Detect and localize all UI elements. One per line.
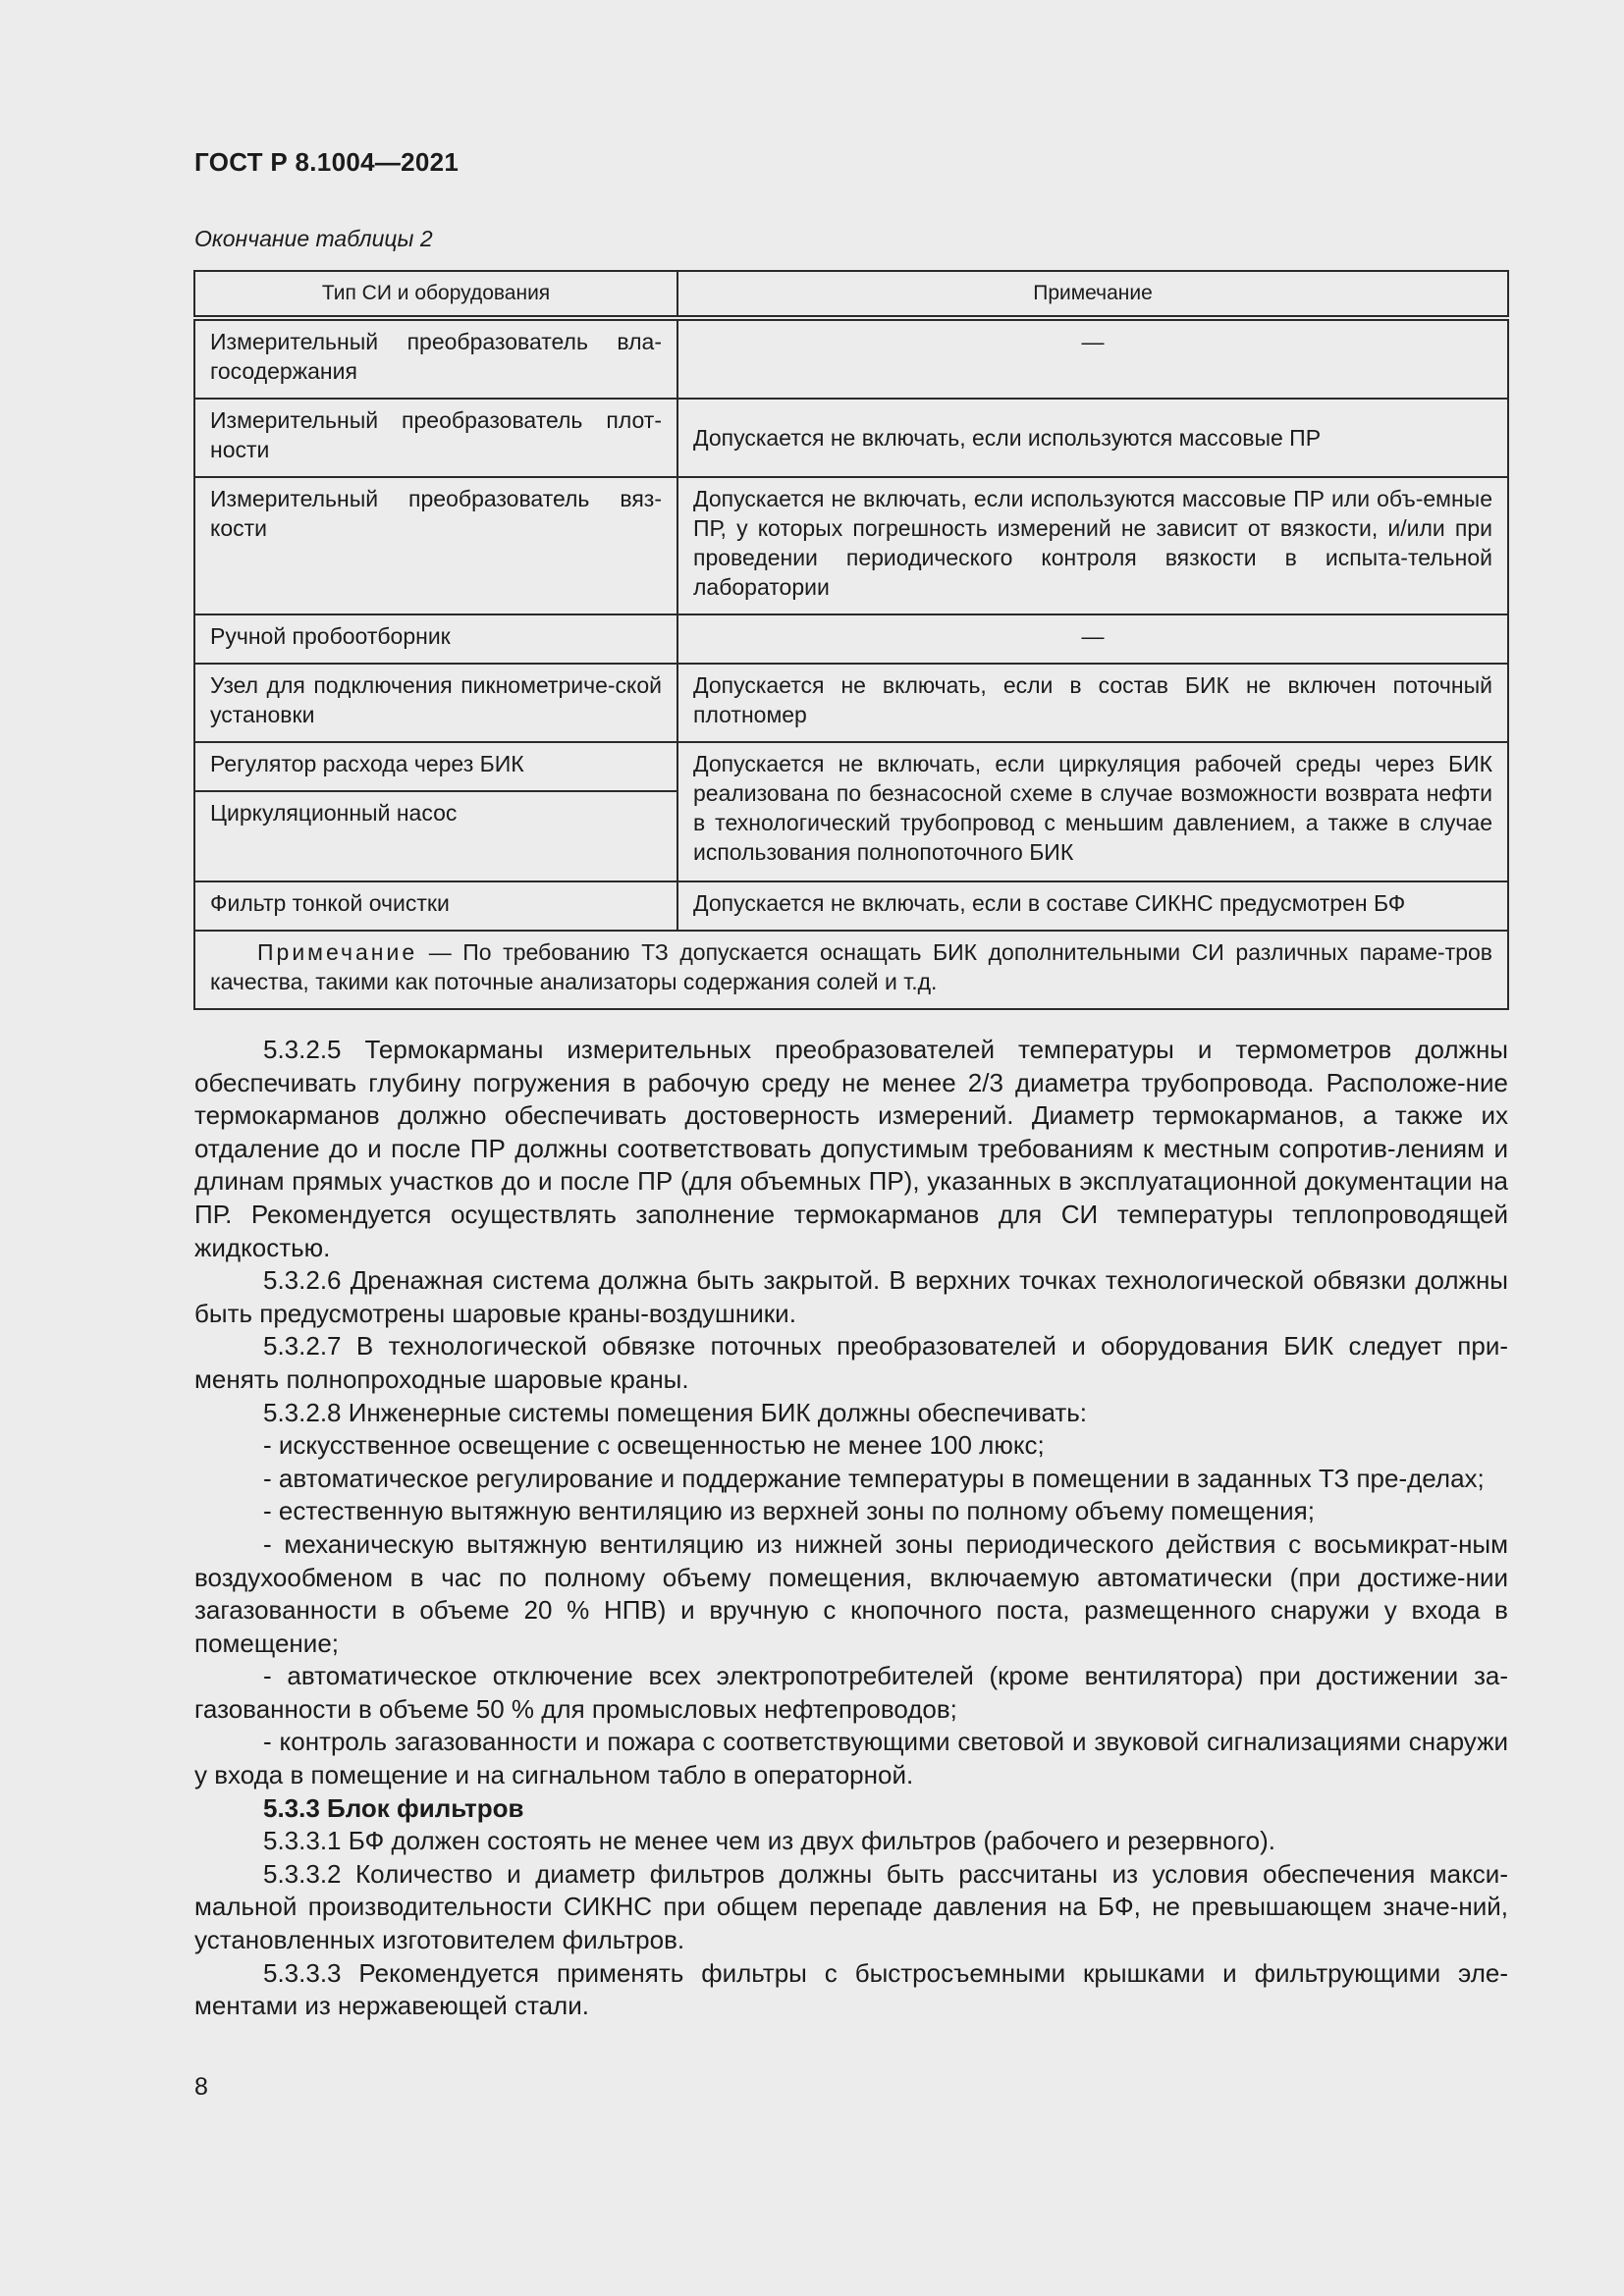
paragraph-5-3-2-6: 5.3.2.6 Дренажная система должна быть закрытой. В верхних точках технологической обвязки должны быть предусмотрены шаровые краны-воздушники. (194, 1265, 1508, 1328)
table-row (194, 664, 1508, 742)
body-text (194, 1034, 1508, 2023)
section-heading: 5.3.3 Блок фильтров (263, 1792, 524, 1823)
list-item: - автоматическое отключение всех электропотребителей (кроме вентилятора) при достижении за-газованности в объеме 50 % для промысловых нефтепроводов; (194, 1661, 1508, 1724)
list-item: - естественную вытяжную вентиляцию из верхней зоны по полному объему помещения; (263, 1496, 1315, 1526)
footnote-text: — По требованию ТЗ допускается оснащать БИК дополнительными СИ различных параме-тров качества, такими как поточные анализаторы содержания солей и т.д. (210, 939, 1492, 994)
cell-note: — (677, 614, 1508, 664)
cell-type: Измерительный преобразователь вла-госодержания (194, 318, 677, 399)
cell-type: Узел для подключения пикнометриче-ской установки (194, 664, 677, 742)
cell-type: Ручной пробоотборник (194, 614, 677, 664)
footnote-label: Примечание (257, 939, 418, 965)
table-header-row (194, 271, 1508, 318)
cell-note: Допускается не включать, если используются массовые ПР (677, 399, 1508, 477)
paragraph-5-3-2-7: 5.3.2.7 В технологической обвязке поточных преобразователей и оборудования БИК следует при-менять полнопроходные шаровые краны. (194, 1331, 1508, 1394)
cell-note: Допускается не включать, если используются массовые ПР или объ-емные ПР, у которых погрешность измерений не зависит от вязкости, и/или при проведении периодического контроля вязкости в испыта-тельной лаборатории (677, 477, 1508, 614)
paragraph-5-3-2-5: 5.3.2.5 Термокарманы измерительных преобразователей температуры и термометров должны обеспечивать глубину погружения в рабочую среду не менее 2/3 диаметра трубопровода. Расположе-ние термокарманов должно обеспечивать достоверность измерений. Диаметр термокарманов, а также их отдаление до и после ПР должны соответствовать допустимым требованиям к местным сопротив-лениям и длинам прямых участков до и после ПР (для объемных ПР), указанных в эксплуатационной документации на ПР. Рекомендуется осуществлять заполнение термокарманов для СИ температуры теплопроводящей жидкостью. (194, 1035, 1508, 1262)
cell-note: — (677, 318, 1508, 399)
list-item: - автоматическое регулирование и поддержание температуры в помещении в заданных ТЗ пре-делах; (263, 1463, 1485, 1493)
table-caption: Окончание таблицы 2 (194, 226, 433, 251)
paragraph-5-3-2-8: 5.3.2.8 Инженерные системы помещения БИК должны обеспечивать: (263, 1397, 1088, 1427)
cell-note: Допускается не включать, если в состав БИК не включен поточный плотномер (677, 664, 1508, 742)
table-footnote-row (194, 931, 1508, 1009)
table-row (194, 318, 1508, 399)
list-item: - контроль загазованности и пожара с соответствующими световой и звуковой сигнализациями снаружи у входа в помещение и на сигнальном табло в операторной. (194, 1727, 1508, 1790)
document-title: ГОСТ Р 8.1004—2021 (194, 147, 460, 177)
cell-type: Циркуляционный насос (194, 791, 677, 881)
paragraph-5-3-3-1: 5.3.3.1 БФ должен состоять не менее чем из двух фильтров (рабочего и резервного). (263, 1826, 1275, 1856)
cell-note-merged: Допускается не включать, если циркуляция рабочей среды через БИК реализована по безнасосной схеме в случае возможности возврата нефти в технологический трубопровод с меньшим давлением, а также в случае использования полнопоточного БИК (677, 742, 1508, 881)
cell-type: Фильтр тонкой очистки (194, 881, 677, 931)
table-footnote (194, 931, 1508, 1009)
table-row (194, 881, 1508, 931)
page-number: 8 (194, 2073, 208, 2101)
cell-note: Допускается не включать, если в составе СИКНС предусмотрен БФ (677, 881, 1508, 931)
table-row (194, 399, 1508, 477)
column-header-type: Тип СИ и оборудования (194, 271, 677, 318)
table-row (194, 742, 1508, 791)
paragraph-5-3-3-3: 5.3.3.3 Рекомендуется применять фильтры с быстросъемными крышками и фильтрующими эле-ментами из нержавеющей стали. (194, 1957, 1508, 2021)
paragraph-5-3-3-2: 5.3.3.2 Количество и диаметр фильтров должны быть рассчитаны из условия обеспечения макси-мальной производительности СИКНС при общем перепаде давления на БФ, не превышающем значе-ний, установленных изготовителем фильтров. (194, 1858, 1508, 1955)
table-row (194, 477, 1508, 614)
cell-type: Регулятор расхода через БИК (194, 742, 677, 791)
cell-type: Измерительный преобразователь плот-ности (194, 399, 677, 477)
list-item: - искусственное освещение с освещенностью не менее 100 люкс; (263, 1430, 1045, 1461)
list-item: - механическую вытяжную вентиляцию из нижней зоны периодического действия с восьмикрат-ным воздухообменом в час по полному объему помещения, включаемую автоматически (при достиже-нии загазованности в объеме 20 % НПВ) и вручную с кнопочного поста, размещенного снаружи у входа в помещение; (194, 1528, 1508, 1658)
column-header-note: Примечание (677, 271, 1508, 318)
cell-type: Измерительный преобразователь вяз-кости (194, 477, 677, 614)
equipment-table (193, 270, 1509, 1010)
table-row (194, 614, 1508, 664)
